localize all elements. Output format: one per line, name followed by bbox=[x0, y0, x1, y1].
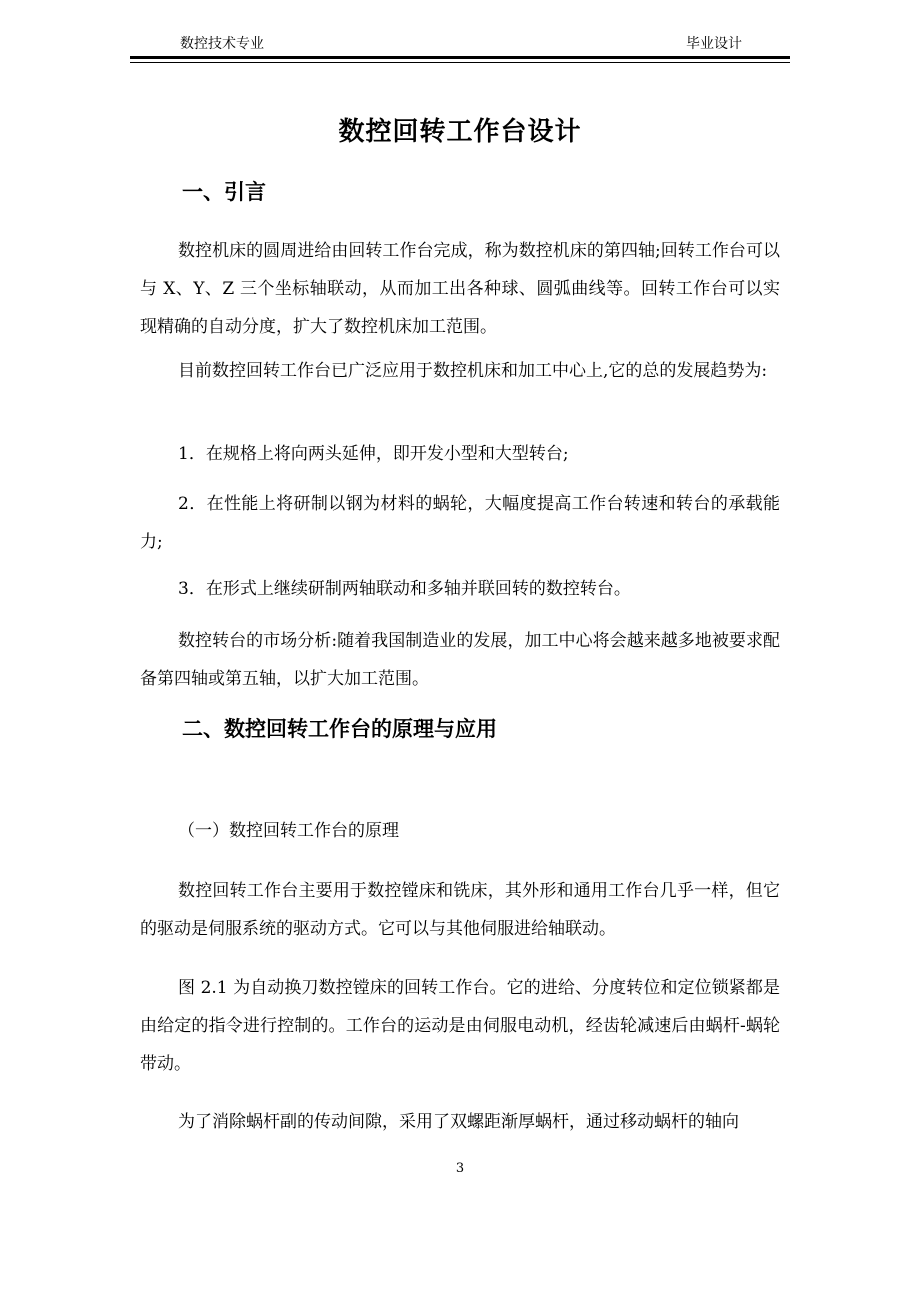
header-doc-type: 毕业设计 bbox=[686, 36, 742, 52]
list-item-3: 3．在形式上继续研制两轴联动和多轴并联回转的数控转台。 bbox=[178, 579, 631, 599]
section-heading-intro: 一、引言 bbox=[182, 179, 266, 204]
header-rule-thick bbox=[130, 56, 790, 59]
paragraph-principle-2: 图 2.1 为自动换刀数控镗床的回转工作台。它的进给、分度转位和定位锁紧都是由给定的指令进行控制的。工作台的运动是由伺服电动机，经齿轮减速后由蜗杆-蜗轮带动。 bbox=[140, 978, 780, 1074]
paragraph-principle-1: 数控回转工作台主要用于数控镗床和铣床，其外形和通用工作台几乎一样，但它的驱动是伺服系统的驱动方式。它可以与其他伺服进给轴联动。 bbox=[140, 881, 780, 939]
paragraph-principle-3: 为了消除蜗杆副的传动间隙，采用了双螺距渐厚蜗杆，通过移动蜗杆的轴向 bbox=[178, 1112, 739, 1132]
list-item-2: 2．在性能上将研制以钢为材料的蜗轮，大幅度提高工作台转速和转台的承载能力; bbox=[140, 494, 780, 552]
section-heading-principle: 二、数控回转工作台的原理与应用 bbox=[182, 716, 497, 741]
page-number: 3 bbox=[455, 1161, 465, 1176]
header-major: 数控技术专业 bbox=[180, 36, 264, 52]
subsection-heading-principle: （一）数控回转工作台的原理 bbox=[178, 821, 399, 841]
page-header bbox=[130, 30, 790, 50]
paragraph-market-analysis: 数控转台的市场分析:随着我国制造业的发展，加工中心将会越来越多地被要求配备第四轴或第五轴，以扩大加工范围。 bbox=[140, 631, 780, 689]
list-item-1: 1．在规格上将向两头延伸，即开发小型和大型转台; bbox=[178, 444, 569, 464]
page-title: 数控回转工作台设计 bbox=[338, 117, 582, 147]
paragraph-intro-2: 目前数控回转工作台已广泛应用于数控机床和加工中心上,它的总的发展趋势为: bbox=[178, 361, 768, 381]
header-rule-thin bbox=[130, 62, 790, 63]
paragraph-intro-1: 数控机床的圆周进给由回转工作台完成，称为数控机床的第四轴;回转工作台可以与 X、Y、Z 三个坐标轴联动，从而加工出各种球、圆弧曲线等。回转工作台可以实现精确的自动分度，扩大了数控机床加工范围。 bbox=[140, 241, 780, 337]
